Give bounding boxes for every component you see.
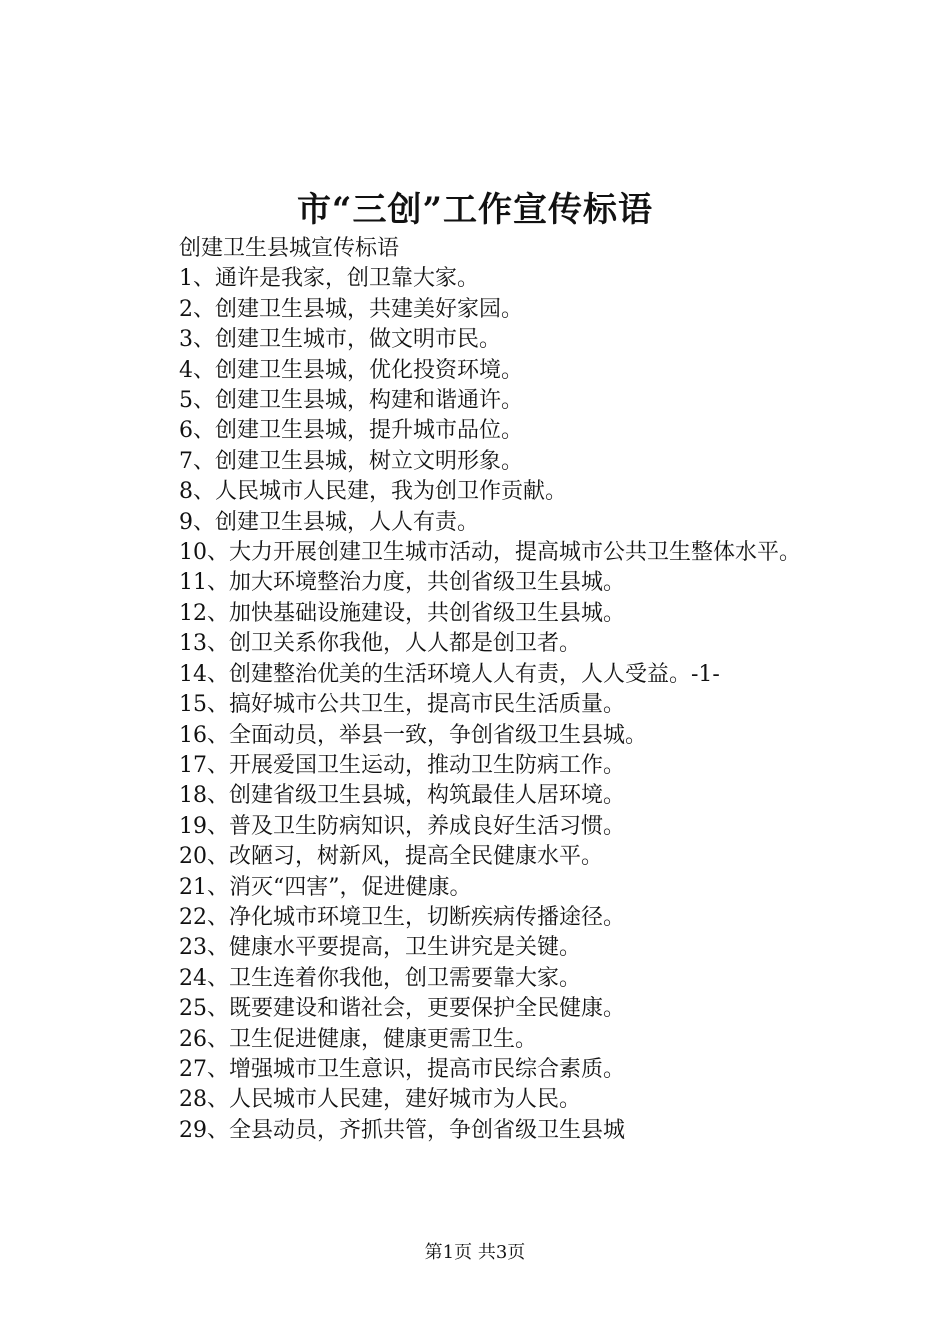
slogan-item: 7、创建卫生县城，树立文明形象。 xyxy=(179,448,523,474)
slogan-item: 11、加大环境整治力度，共创省级卫生县城。 xyxy=(179,570,625,596)
document-title: 市“三创”工作宣传标语 xyxy=(296,190,654,230)
slogan-item: 9、创建卫生县城，人人有责。 xyxy=(179,509,479,535)
slogan-item: 28、人民城市人民建，建好城市为人民。 xyxy=(179,1087,581,1113)
slogan-item: 18、创建省级卫生县城，构筑最佳人居环境。 xyxy=(179,783,625,809)
slogan-item: 16、全面动员，举县一致，争创省级卫生县城。 xyxy=(179,722,647,748)
slogan-item: 17、开展爱国卫生运动，推动卫生防病工作。 xyxy=(179,752,625,778)
slogan-item: 27、增强城市卫生意识，提高市民综合素质。 xyxy=(179,1056,625,1082)
slogan-item: 3、创建卫生城市，做文明市民。 xyxy=(179,327,501,353)
slogan-item: 23、健康水平要提高，卫生讲究是关键。 xyxy=(179,935,581,961)
slogan-item: 6、创建卫生县城，提升城市品位。 xyxy=(179,418,523,444)
document-body xyxy=(128,234,840,1146)
slogan-item: 29、全县动员，齐抓共管，争创省级卫生县城 xyxy=(179,1117,625,1143)
slogan-item: 10、大力开展创建卫生城市活动，提高城市公共卫生整体水平。 xyxy=(179,540,801,566)
slogan-item: 8、人民城市人民建，我为创卫作贡献。 xyxy=(179,479,567,505)
slogan-item: 4、创建卫生县城，优化投资环境。 xyxy=(179,357,523,383)
slogan-item: 20、改陋习，树新风，提高全民健康水平。 xyxy=(179,844,603,870)
slogan-item: 24、卫生连着你我他，创卫需要靠大家。 xyxy=(179,965,581,991)
slogan-item: 13、创卫关系你我他，人人都是创卫者。 xyxy=(179,631,581,657)
slogan-item: 1、通许是我家，创卫靠大家。 xyxy=(179,266,479,292)
slogan-item: 19、普及卫生防病知识，养成良好生活习惯。 xyxy=(179,813,625,839)
slogan-item: 5、创建卫生县城，构建和谐通许。 xyxy=(179,388,523,414)
slogan-item: 15、搞好城市公共卫生，提高市民生活质量。 xyxy=(179,692,625,718)
slogan-item: 22、净化城市环境卫生，切断疾病传播途径。 xyxy=(179,904,625,930)
slogan-item: 21、消灭“四害”，促进健康。 xyxy=(179,874,472,900)
slogan-item: 25、既要建设和谐社会，更要保护全民健康。 xyxy=(179,996,625,1022)
section-heading: 创建卫生县城宣传标语 xyxy=(179,236,400,261)
slogan-item: 2、创建卫生县城，共建美好家园。 xyxy=(179,296,523,322)
slogan-item: 14、创建整治优美的生活环境人人有责，人人受益。-1- xyxy=(179,661,720,687)
slogan-item: 26、卫生促进健康，健康更需卫生。 xyxy=(179,1026,537,1052)
slogan-item: 12、加快基础设施建设，共创省级卫生县城。 xyxy=(179,600,625,626)
page-footer: 第1页 共3页 xyxy=(424,1242,526,1263)
